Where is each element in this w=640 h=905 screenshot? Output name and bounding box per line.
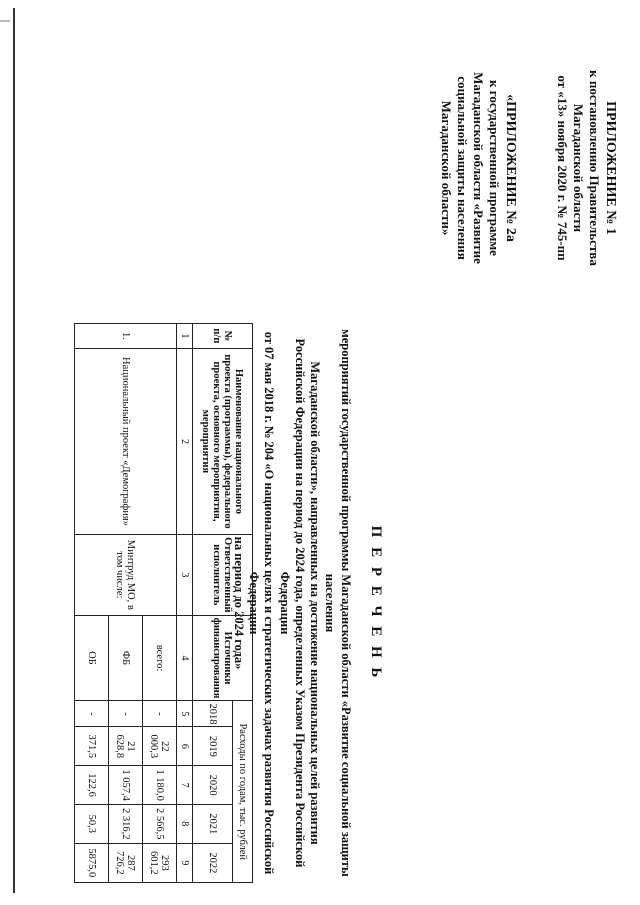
year-cell: 2018 [193,701,233,727]
value-cell: 21 628,8 [109,727,143,766]
header-executor: Ответственный исполнитель [193,535,253,615]
value-cell: 50,3 [75,804,109,843]
value-cell: 1 180,0 [143,766,177,805]
appendix-2a-line: Магаданской области» [439,100,455,236]
header-source: Источники финансирования [193,615,253,701]
rotated-content [10,8,625,893]
value-cell: 2 316,2 [109,804,143,843]
appendix-1-line: Магаданской области [571,103,587,233]
value-cell: - [143,701,177,727]
heading-line: Магаданской области», направленных на достижение национальных целей развития [308,361,323,845]
value-cell: 371,5 [75,727,109,766]
appendix-1-line: от «13» ноября 2020 г. № 745-пп [555,75,571,261]
year-cell: 2022 [193,843,233,882]
appendix-2a-line: социальной защиты населения [455,76,471,260]
appendix-1-line: к постановлению Правительства [586,70,602,266]
value-cell: 287 726,2 [109,843,143,882]
row-executor: Минтруд МО, в том числе: [75,535,177,615]
col-number: 8 [177,804,193,843]
heading-line: на период до 2024 года» [231,536,246,670]
appendix-2a-title: «ПРИЛОЖЕНИЕ № 2а [503,94,518,242]
col-number: 7 [177,766,193,805]
document-heading [231,308,385,898]
row-source: ОБ [75,615,109,701]
column-number-row [177,324,193,883]
year-cell: 2020 [193,766,233,805]
value-cell: - [109,701,143,727]
value-cell: 293 601,2 [143,843,177,882]
value-cell: 1 057,4 [109,766,143,805]
col-number: 1 [177,324,193,349]
header-expenses: Расходы по годам, тыс. рублей [233,701,253,883]
row-source: ФБ [109,615,143,701]
col-number: 3 [177,535,193,615]
col-number: 4 [177,615,193,701]
appendix-1-block [554,38,619,298]
appendix-1-title: ПРИЛОЖЕНИЕ № 1 [603,101,618,235]
value-cell: - [75,701,109,727]
value-cell: 2 566,5 [143,804,177,843]
year-cell: 2021 [193,804,233,843]
heading-line: Российской Федерации на период до 2024 года, определенных Указом Президента Российской Федерации [277,338,307,868]
row-source: всего: [143,615,177,701]
table-header-row [233,324,253,883]
value-cell: 22 000,3 [143,727,177,766]
col-number: 6 [177,727,193,766]
table-row [143,324,177,883]
scan-mark [0,20,10,22]
scan-edge-line [13,8,15,893]
appendix-2a-line: к государственной программе [486,80,502,256]
heading-line: мероприятий государственной программы Магаданской области «Развитие социальной защиты населения [323,329,353,877]
heading-line: от 07 мая 2018 г. № 204 «О национальных целях и стратегических задачах развития Российской Федерации [247,331,277,875]
measures-table [74,323,253,883]
appendix-2a-block [438,38,519,298]
col-number: 2 [177,348,193,534]
appendix-2a-line: Магаданской области «Развитие [471,72,487,264]
row-name: Национальный проект «Демография» [75,348,177,534]
header-name: Наименование национального проекта (программы), федерального проекта, основного мероприятия, мероприятия [193,348,253,534]
col-number: 5 [177,701,193,727]
value-cell: 5875,0 [75,843,109,882]
value-cell: 122,6 [75,766,109,805]
year-cell: 2019 [193,727,233,766]
row-num: 1. [75,324,177,349]
heading-title: П Е Р Е Ч Е Н Ь [368,525,384,681]
header-num: № п/п [193,324,253,349]
col-number: 9 [177,843,193,882]
